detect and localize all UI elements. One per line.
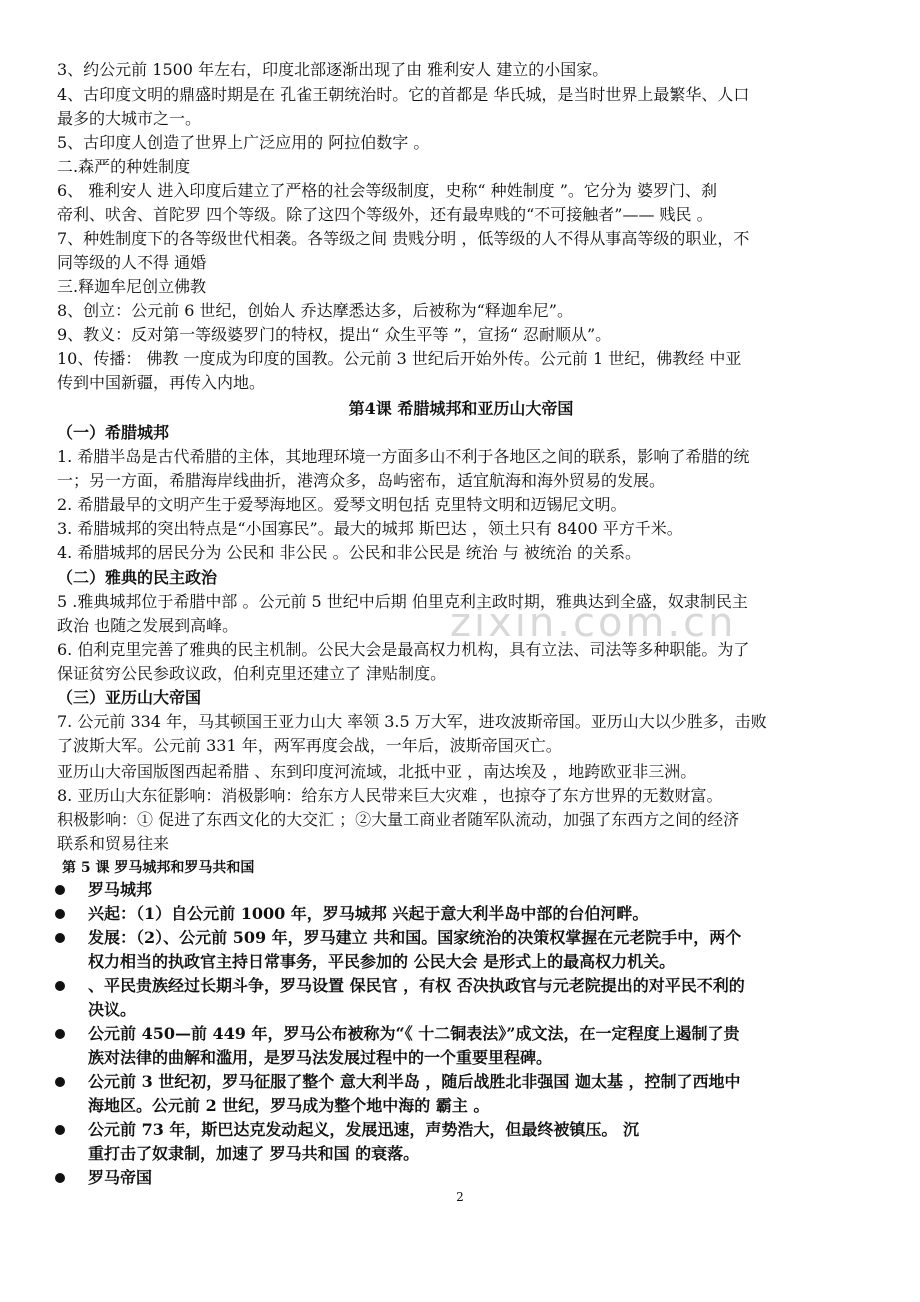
lesson-title: 第 5 课 罗马城邦和罗马共和国 [62,860,255,876]
bullet-icon [55,1029,65,1039]
section-heading: 二.森严的种姓制度 [57,157,191,176]
list-item: 、平民贵族经过长期斗争，罗马设置 保民官 ，有权 否决执政官与元老院提出的对平民不利的 [88,976,745,995]
list-item-continuation: 权力相当的执政官主持日常事务，平民参加的 公民大会 是形式上的最高权力机关。 [88,952,676,971]
list-item: 罗马城邦 [88,880,153,899]
text-line: 保证贫穷公民参政议政，伯利克里还建立了 津贴制度。 [57,664,447,683]
text-line: 3. 希腊城邦的突出特点是“小国寡民”。最大的城邦 斯巴达 ，领土只有 8400 平方千米。 [57,519,683,538]
text-line: 8. 亚历山大东征影响：消极影响：给东方人民带来巨大灾难 ，也掠夺了东方世界的无数财富。 [57,786,723,805]
bullet-icon [55,1173,65,1183]
text-line: 9、教义：反对第一等级婆罗门的特权，提出“ 众生平等 ”，宣扬“ 忍耐顺从”。 [57,325,612,344]
text-line: 7. 公元前 334 年，马其顿国王亚力山大 率领 3.5 万大军，进攻波斯帝国。亚历山大以少胜多，击败 [57,712,767,731]
text-line: 传到中国新疆，再传入内地。 [57,373,266,392]
list-item: 公元前 73 年，斯巴达克发动起义，发展迅速，声势浩大，但最终被镇压。 沉 [88,1120,639,1139]
list-item-continuation: 族对法律的曲解和滥用，是罗马法发展过程中的一个重要里程碑。 [88,1048,553,1067]
bullet-icon [55,1077,65,1087]
text-line: 帝利、吠舍、首陀罗 四个等级。除了这四个等级外，还有最卑贱的“不可接触者”—— 贱民 。 [57,205,713,224]
list-item: 公元前 450—前 449 年，罗马公布被称为“《 十二铜表法》”成文法，在一定程度上遏制了贵 [88,1024,740,1043]
text-line: 政治 也随之发展到高峰。 [57,616,239,635]
text-line: 4. 希腊城邦的居民分为 公民和 非公民 。公民和非公民是 统治 与 被统治 的关系。 [57,543,641,562]
section-heading: 三.释迦牟尼创立佛教 [57,277,207,296]
section-heading: （三）亚历山大帝国 [57,688,202,707]
page-number: 2 [456,1190,464,1204]
list-item: 兴起：（1）自公元前 1000 年，罗马城邦 兴起于意大利半岛中部的台伯河畔。 [88,904,649,923]
list-item-continuation: 海地区。公元前 2 世纪，罗马成为整个地中海的 霸主 。 [88,1096,490,1115]
bullet-icon [55,885,65,895]
text-line: 5 .雅典城邦位于希腊中部 。公元前 5 世纪中后期 伯里克利主政时期，雅典达到全盛，奴隶制民主 [57,592,748,611]
bullet-icon [55,1125,65,1135]
list-item: 罗马帝国 [88,1168,153,1187]
watermark: zixin.com.cn [450,600,737,646]
text-line: 了波斯大军。公元前 331 年，两军再度会战，一年后，波斯帝国灭亡。 [57,736,562,755]
text-line: 5、古印度人创造了世界上广泛应用的 阿拉伯数字 。 [57,133,430,152]
list-item: 公元前 3 世纪初，罗马征服了整个 意大利半岛 ，随后战胜北非强国 迦太基 ，控制了西地中 [88,1072,741,1091]
list-item-continuation: 重打击了奴隶制，加速了 罗马共和国 的衰落。 [88,1144,420,1163]
text-line: 2. 希腊最早的文明产生于爱琴海地区。爱琴文明包括 克里特文明和迈锡尼文明。 [57,495,627,514]
text-line: 3、约公元前 1500 年左右，印度北部逐渐出现了由 雅利安人 建立的小国家。 [57,60,609,79]
text-line: 6. 伯利克里完善了雅典的民主机制。公民大会是最高权力机构，具有立法、司法等多种职能。为了 [57,640,750,659]
text-line: 亚历山大帝国版图西起希腊 、东到印度河流域，北抵中亚 ，南达埃及 ，地跨欧亚非三洲。 [57,762,697,781]
bullet-icon [55,933,65,943]
text-line: 7、种姓制度下的各等级世代相袭。各等级之间 贵贱分明 ，低等级的人不得从事高等级的职业，不 [57,229,750,248]
bullet-icon [55,909,65,919]
section-heading: （二）雅典的民主政治 [57,568,218,587]
text-line: 6、 雅利安人 进入印度后建立了严格的社会等级制度，史称“ 种姓制度 ”。它分为 婆罗门、刹 [57,181,717,200]
list-item: 发展：（2）、公元前 509 年，罗马建立 共和国。国家统治的决策权掌握在元老院手中，两个 [88,928,742,947]
text-line: 联系和贸易往来 [57,834,170,853]
text-line: 1. 希腊半岛是古代希腊的主体，其地理环境一方面多山不利于各地区之间的联系，影响了希腊的统 [57,447,750,466]
text-line: 10、传播： 佛教 一度成为印度的国教。公元前 3 世纪后开始外传。公元前 1 世纪，佛教经 中亚 [57,349,742,368]
bullet-icon [55,981,65,991]
text-line: 4、古印度文明的鼎盛时期是在 孔雀王朝统治时。它的首都是 华氏城，是当时世界上最繁华、人口 [57,85,750,104]
text-line: 积极影响：① 促进了东西文化的大交汇 ；②大量工商业者随军队流动，加强了东西方之间的经济 [57,810,740,829]
text-line: 同等级的人不得 通婚 [57,253,207,272]
text-line: 最多的大城市之一。 [57,109,202,128]
lesson-title: 第4课 希腊城邦和亚历山大帝国 [348,399,574,418]
text-line: 一；另一方面，希腊海岸线曲折，港湾众多，岛屿密布，适宜航海和海外贸易的发展。 [57,471,666,490]
section-heading: （一）希腊城邦 [57,423,170,442]
text-line: 8、创立：公元前 6 世纪，创始人 乔达摩悉达多，后被称为“释迦牟尼”。 [57,301,573,320]
list-item-continuation: 决议。 [88,1000,137,1019]
